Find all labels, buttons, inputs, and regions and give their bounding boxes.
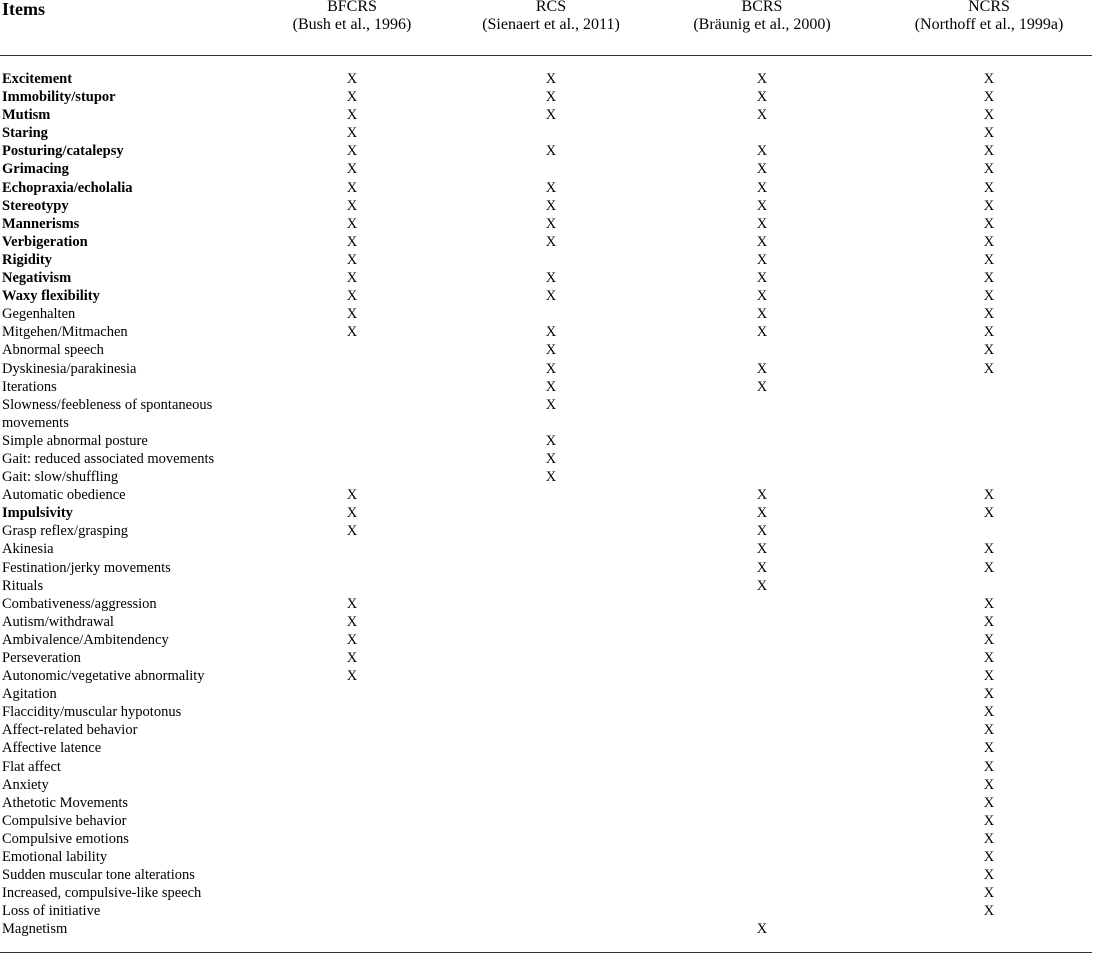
table-row (0, 595, 1092, 613)
table-row (0, 160, 1092, 178)
check-mark-ncrs: X (983, 342, 995, 359)
table-row (0, 450, 1092, 468)
check-mark-rcs: X (545, 324, 557, 341)
citation-link[interactable]: Sienaert et al., 2011 (487, 16, 615, 33)
item-label: Agitation (2, 686, 57, 703)
item-label: Gait: reduced associated movements (2, 450, 215, 467)
check-mark-bfcrs: X (346, 324, 358, 341)
check-mark-ncrs: X (983, 613, 995, 630)
table-row (0, 721, 1092, 739)
table-row (0, 758, 1092, 776)
table-row (0, 920, 1092, 938)
check-mark-rcs: X (545, 179, 557, 196)
check-mark-bcrs: X (756, 324, 768, 341)
item-label: Excitement (2, 71, 73, 87)
check-mark-rcs: X (545, 360, 557, 377)
check-mark-ncrs: X (983, 306, 995, 323)
item-label: Immobility/stupor (2, 89, 116, 106)
column-citation: (Bush et al., 1996) (292, 16, 412, 33)
item-label: Autism/withdrawal (2, 613, 114, 630)
check-mark-bfcrs: X (346, 71, 358, 87)
item-label: Anxiety (2, 776, 49, 793)
column-header-rcs (456, 0, 646, 34)
item-label: Mitgehen/Mitmachen (2, 324, 128, 341)
item-label: Verbigeration (2, 233, 88, 250)
item-label: Autonomic/vegetative abnormality (2, 668, 205, 685)
item-label: Negativism (2, 270, 72, 287)
table-row (0, 577, 1092, 595)
check-mark-bcrs: X (756, 306, 768, 323)
column-citation: (Northoff et al., 1999a) (914, 16, 1064, 33)
table-row (0, 902, 1092, 920)
table-row (0, 179, 1092, 197)
item-label: Perseveration (2, 650, 81, 666)
item-label: Festination/jerky movements (2, 559, 171, 576)
table-row (0, 649, 1092, 667)
table-body (0, 70, 1092, 939)
header-divider (0, 55, 1092, 56)
check-mark-ncrs: X (983, 776, 995, 793)
table-row (0, 794, 1092, 812)
table-row (0, 685, 1092, 703)
table-row (0, 70, 1092, 88)
item-label: Combativeness/aggression (2, 595, 157, 612)
table-row (0, 613, 1092, 631)
check-mark-bfcrs: X (346, 613, 358, 630)
item-label: Slowness/feebleness of spontaneous movements (2, 396, 213, 431)
item-label: Loss of initiative (2, 903, 101, 920)
check-mark-bfcrs: X (346, 595, 358, 612)
item-label: Compulsive behavior (2, 812, 127, 829)
check-mark-ncrs: X (983, 197, 995, 214)
item-label: Compulsive emotions (2, 830, 129, 847)
check-mark-bfcrs: X (346, 270, 358, 287)
check-mark-rcs: X (545, 270, 557, 287)
item-label: Magnetism (2, 921, 68, 938)
item-label: Flaccidity/muscular hypotonus (2, 704, 182, 721)
check-mark-rcs: X (545, 233, 557, 250)
check-mark-ncrs: X (983, 179, 995, 196)
check-mark-ncrs: X (983, 631, 995, 648)
table-row (0, 540, 1092, 558)
check-mark-bcrs: X (756, 523, 768, 540)
check-mark-bcrs: X (756, 179, 768, 196)
check-mark-bfcrs: X (346, 161, 358, 178)
citation-link[interactable]: Bräunig et al., 2000 (698, 16, 826, 33)
check-mark-ncrs: X (983, 794, 995, 811)
table-row (0, 522, 1092, 540)
check-mark-bfcrs: X (346, 179, 358, 196)
check-mark-ncrs: X (983, 324, 995, 341)
table-row (0, 106, 1092, 124)
check-mark-ncrs: X (983, 704, 995, 721)
item-label: Akinesia (2, 541, 54, 558)
table-row (0, 486, 1092, 504)
item-label: Impulsivity (2, 505, 73, 522)
check-mark-bcrs: X (756, 288, 768, 305)
citation-link[interactable]: Northoff et al., 1999a (920, 16, 1058, 33)
check-mark-bcrs: X (756, 559, 768, 576)
table-row (0, 468, 1092, 486)
check-mark-rcs: X (545, 396, 557, 413)
item-label: Staring (2, 125, 48, 142)
check-mark-ncrs: X (983, 143, 995, 160)
check-mark-bfcrs: X (346, 125, 358, 142)
item-label: Waxy flexibility (2, 288, 100, 305)
citation-link[interactable]: Bush et al., 1996 (298, 16, 406, 33)
item-label: Stereotypy (2, 197, 69, 214)
check-mark-bcrs: X (756, 921, 768, 938)
check-mark-rcs: X (545, 432, 557, 449)
check-mark-rcs: X (545, 197, 557, 214)
column-citation: (Bräunig et al., 2000) (693, 16, 831, 33)
table-row (0, 341, 1092, 359)
check-mark-bfcrs: X (346, 107, 358, 124)
check-mark-bfcrs: X (346, 668, 358, 685)
check-mark-bfcrs: X (346, 631, 358, 648)
table-row (0, 884, 1092, 902)
check-mark-bcrs: X (756, 577, 768, 594)
item-label: Affect-related behavior (2, 722, 138, 739)
check-mark-ncrs: X (983, 830, 995, 847)
table-row (0, 830, 1092, 848)
check-mark-bcrs: X (756, 233, 768, 250)
item-label: Emotional lability (2, 849, 108, 866)
table-row (0, 124, 1092, 142)
item-label: Sudden muscular tone alterations (2, 867, 195, 884)
check-mark-bfcrs: X (346, 306, 358, 323)
check-mark-ncrs: X (983, 487, 995, 504)
check-mark-bfcrs: X (346, 487, 358, 504)
item-label: Automatic obedience (2, 487, 126, 504)
check-mark-rcs: X (545, 71, 557, 87)
check-mark-bfcrs: X (346, 197, 358, 214)
column-header-ncrs (884, 0, 1094, 34)
item-label: Affective latence (2, 740, 102, 757)
check-mark-ncrs: X (983, 812, 995, 829)
check-mark-rcs: X (545, 107, 557, 124)
check-mark-rcs: X (545, 143, 557, 160)
check-mark-ncrs: X (983, 668, 995, 685)
check-mark-ncrs: X (983, 89, 995, 106)
table-row (0, 631, 1092, 649)
item-label: Mannerisms (2, 215, 80, 232)
check-mark-ncrs: X (983, 686, 995, 703)
check-mark-bcrs: X (756, 215, 768, 232)
table-row (0, 776, 1092, 794)
column-citation: (Sienaert et al., 2011) (482, 16, 620, 33)
table-row (0, 197, 1092, 215)
item-label: Iterations (2, 378, 57, 395)
table-row (0, 233, 1092, 251)
check-mark-bfcrs: X (346, 288, 358, 305)
check-mark-bcrs: X (756, 71, 768, 87)
check-mark-rcs: X (545, 89, 557, 106)
column-abbr: BFCRS (327, 0, 377, 15)
item-label: Grasp reflex/grasping (2, 523, 129, 540)
check-mark-bcrs: X (756, 541, 768, 558)
check-mark-bfcrs: X (346, 650, 358, 666)
check-mark-ncrs: X (983, 867, 995, 884)
check-mark-bcrs: X (756, 270, 768, 287)
table-row (0, 812, 1092, 830)
column-abbr: NCRS (968, 0, 1010, 15)
table-row (0, 142, 1092, 160)
item-label: Dyskinesia/parakinesia (2, 360, 137, 377)
check-mark-ncrs: X (983, 288, 995, 305)
check-mark-ncrs: X (983, 559, 995, 576)
check-mark-ncrs: X (983, 233, 995, 250)
table-row (0, 432, 1092, 450)
check-mark-bcrs: X (756, 143, 768, 160)
check-mark-ncrs: X (983, 125, 995, 142)
table-row (0, 667, 1092, 685)
check-mark-ncrs: X (983, 541, 995, 558)
item-label: Echopraxia/echolalia (2, 179, 133, 196)
table-row (0, 739, 1092, 757)
check-mark-rcs: X (545, 450, 557, 467)
column-abbr: BCRS (741, 0, 783, 15)
table-row (0, 323, 1092, 341)
check-mark-bfcrs: X (346, 143, 358, 160)
check-mark-rcs: X (545, 215, 557, 232)
check-mark-bcrs: X (756, 251, 768, 268)
check-mark-ncrs: X (983, 740, 995, 757)
check-mark-bfcrs: X (346, 233, 358, 250)
check-mark-ncrs: X (983, 107, 995, 124)
check-mark-bcrs: X (756, 378, 768, 395)
check-mark-ncrs: X (983, 270, 995, 287)
check-mark-ncrs: X (983, 885, 995, 902)
items-column-header: Items (2, 0, 45, 19)
column-abbr: RCS (535, 0, 567, 15)
item-label: Posturing/catalepsy (2, 143, 124, 160)
item-label: Abnormal speech (2, 342, 104, 359)
table-row (0, 305, 1092, 323)
table-row (0, 504, 1092, 522)
check-mark-bcrs: X (756, 197, 768, 214)
table-row (0, 88, 1092, 106)
check-mark-ncrs: X (983, 505, 995, 522)
check-mark-bfcrs: X (346, 251, 358, 268)
check-mark-bcrs: X (756, 107, 768, 124)
table-row (0, 866, 1092, 884)
item-label: Simple abnormal posture (2, 432, 148, 449)
check-mark-ncrs: X (983, 650, 995, 666)
table-row (0, 378, 1092, 396)
item-label: Gegenhalten (2, 306, 76, 323)
item-label: Increased, compulsive-like speech (2, 885, 202, 902)
table-row (0, 703, 1092, 721)
check-mark-bcrs: X (756, 505, 768, 522)
check-mark-ncrs: X (983, 71, 995, 87)
table-bottom-divider (0, 952, 1092, 953)
item-label: Ambivalence/Ambitendency (2, 631, 169, 648)
check-mark-ncrs: X (983, 849, 995, 866)
check-mark-rcs: X (545, 469, 557, 486)
check-mark-bcrs: X (756, 360, 768, 377)
check-mark-ncrs: X (983, 251, 995, 268)
table-row (0, 360, 1092, 378)
table-row (0, 396, 1092, 432)
item-label: Rituals (2, 577, 44, 594)
check-mark-ncrs: X (983, 903, 995, 920)
item-label: Rigidity (2, 251, 52, 268)
check-mark-bfcrs: X (346, 89, 358, 106)
item-label: Athetotic Movements (2, 794, 129, 811)
table-row (0, 215, 1092, 233)
item-label: Grimacing (2, 161, 69, 178)
table-row (0, 269, 1092, 287)
check-mark-ncrs: X (983, 722, 995, 739)
table-row (0, 287, 1092, 305)
column-header-bfcrs (268, 0, 436, 34)
item-label: Gait: slow/shuffling (2, 469, 119, 486)
check-mark-bcrs: X (756, 161, 768, 178)
check-mark-ncrs: X (983, 215, 995, 232)
check-mark-ncrs: X (983, 595, 995, 612)
check-mark-bfcrs: X (346, 215, 358, 232)
check-mark-bcrs: X (756, 487, 768, 504)
item-label: Mutism (2, 107, 51, 124)
check-mark-ncrs: X (983, 758, 995, 775)
check-mark-ncrs: X (983, 360, 995, 377)
check-mark-rcs: X (545, 342, 557, 359)
table-row (0, 251, 1092, 269)
check-mark-rcs: X (545, 378, 557, 395)
check-mark-bfcrs: X (346, 523, 358, 540)
column-header-bcrs (666, 0, 858, 34)
check-mark-ncrs: X (983, 161, 995, 178)
item-label: Flat affect (2, 758, 61, 775)
check-mark-rcs: X (545, 288, 557, 305)
table-row (0, 848, 1092, 866)
check-mark-bfcrs: X (346, 505, 358, 522)
check-mark-bcrs: X (756, 89, 768, 106)
table-row (0, 559, 1092, 577)
